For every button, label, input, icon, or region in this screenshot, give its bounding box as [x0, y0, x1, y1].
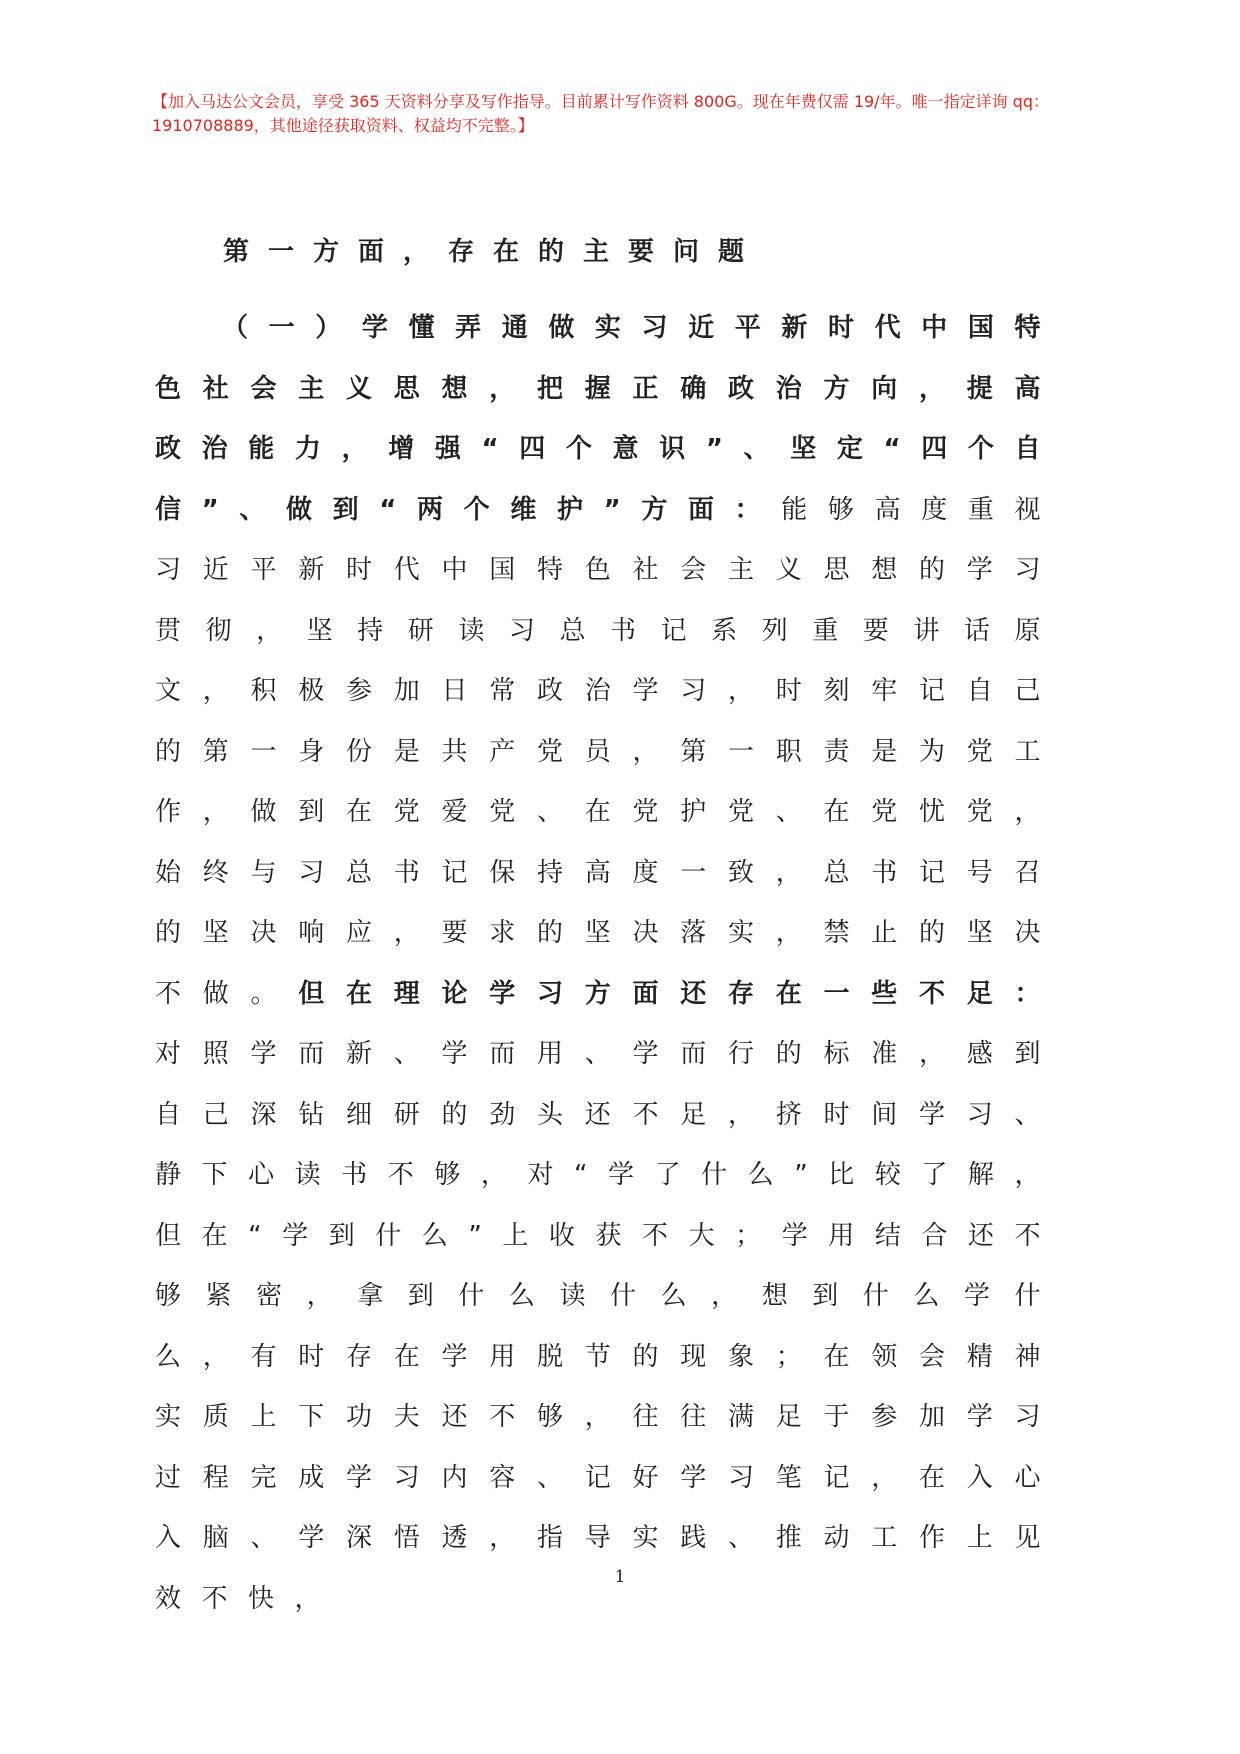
paragraph-bold-heading: （一）学懂弄通做实习近平新时代中国特色社会主义思想，把握正确政治方向，提高政治能力，增强“四个意识”、坚定“四个自信”、做到“两个维护”方面：: [155, 313, 1061, 525]
section-heading: 第一方面，存在的主要问题: [223, 237, 764, 267]
paragraph-text-1: 能够高度重视习近平新时代中国特色社会主义思想的学习贯彻，坚持研读习总书记系列重要讲话原文，积极参加日常政治学习，时刻牢记自己的第一身份是共产党员，第一职责是为党工作，做到在党爱党、在党护党、在党忧党，始终与习总书记保持高度一致，总书记号召的坚决响应，要求的坚决落实，禁止的坚决不做。: [155, 494, 1061, 1009]
membership-notice: 【加入马达公文会员，享受 365 天资料分享及写作指导。目前累计写作资料 800G。现在年费仅需 19/年。唯一指定详询 qq：1910708889，其他途径获取资料、权益均不完整。】: [152, 92, 1049, 135]
body-paragraph: [155, 298, 1061, 1629]
paragraph-bold-subheading: 但在理论学习方面还存在一些不足：: [298, 978, 1061, 1009]
page-number: 1: [614, 1567, 626, 1587]
paragraph-text-2: 对照学而新、学而用、学而行的标准，感到自己深钻细研的劲头还不足，挤时间学习、静下心读书不够，对“学了什么”比较了解，但在“学到什么”上收获不大；学用结合还不够紧密，拿到什么读什么，想到什么学什么，有时存在学用脱节的现象；在领会精神实质上下功夫还不够，往往满足于参加学习过程完成学习内容、记好学习笔记，在入心入脑、学深悟透，指导实践、推动工作上见效不快，: [155, 1039, 1061, 1614]
